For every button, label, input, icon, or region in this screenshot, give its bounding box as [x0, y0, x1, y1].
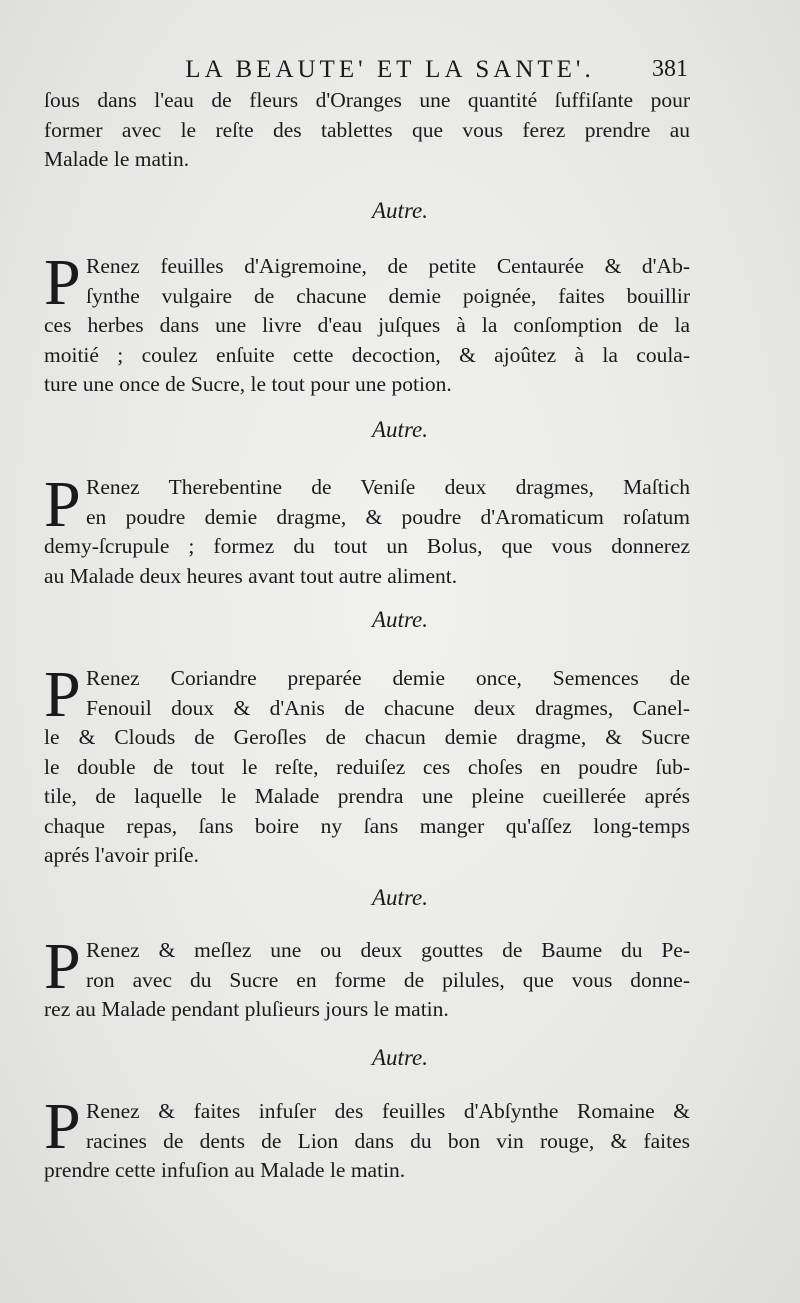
drop-cap: P [44, 930, 81, 1003]
recipe-paragraph [44, 468, 690, 591]
text-line: Renez Coriandre preparée demie once, Semences de [86, 666, 690, 690]
text-line: ture une once de Sucre, le tout pour une potion. [44, 372, 452, 396]
recipe-paragraph [44, 658, 690, 871]
recipe-paragraph [44, 1090, 690, 1186]
text-line: ces herbes dans une livre d'eau juſques à la conſomption de la [44, 313, 690, 337]
text-line: aprés l'avoir priſe. [44, 843, 199, 867]
text-line: prendre cette infuſion au Malade le matin. [44, 1158, 406, 1182]
intro-paragraph [44, 86, 690, 175]
text-line: rez au Malade pendant pluſieurs jours le matin. [44, 997, 449, 1021]
text-line: former avec le reſte des tablettes que vous ferez prendre au [44, 117, 690, 142]
drop-cap: P [44, 658, 81, 731]
text-line: Renez Therebentine de Veniſe deux dragmes, Maſtich [86, 475, 690, 499]
text-line: en poudre demie dragme, & poudre d'Aromaticum roſatum [86, 504, 690, 529]
recipe-paragraph [44, 930, 690, 1025]
drop-cap: P [44, 468, 81, 541]
text-line: ſynthe vulgaire de chacune demie poignée, faites bouillir [86, 283, 690, 308]
recipe-heading: Autre. [372, 198, 428, 223]
recipe-heading: Autre. [372, 1045, 428, 1070]
drop-cap: P [44, 246, 81, 319]
text-line: Renez & meſlez une ou deux gouttes de Baume du Pe- [86, 938, 690, 962]
text-line: le & Clouds de Geroſles de chacun demie dragme, & Sucre [44, 725, 690, 749]
running-title: LA BEAUTE' ET LA SANTE'. [185, 56, 595, 83]
recipe-paragraph [44, 246, 690, 400]
text-line: au Malade deux heures avant tout autre aliment. [44, 563, 458, 588]
text-line: moitié ; coulez enſuite cette decoction, & ajoûtez à la coula- [44, 342, 690, 367]
page-number: 381 [652, 56, 688, 82]
text-line: Malade le matin. [44, 147, 190, 171]
text-line: ron avec du Sucre en forme de pilules, que vous donne- [86, 967, 690, 992]
text-line: Fenouil doux & d'Anis de chacune deux dragmes, Canel- [86, 695, 690, 720]
text-line: tile, de laquelle le Malade prendra une pleine cueillerée aprés [44, 784, 690, 808]
text-line: demy-ſcrupule ; formez du tout un Bolus, que vous donnerez [44, 534, 690, 558]
recipe-heading: Autre. [372, 417, 428, 442]
recipe-heading: Autre. [372, 885, 428, 910]
drop-cap: P [44, 1090, 81, 1163]
text-line: Renez feuilles d'Aigremoine, de petite Centaurée & d'Ab- [86, 254, 690, 278]
text-line: chaque repas, ſans boire ny ſans manger qu'aſſez long-temps [44, 813, 690, 838]
text-line: ſous dans l'eau de fleurs d'Oranges une quantité ſuffiſante pour [44, 88, 690, 112]
text-line: Renez & faites infuſer des feuilles d'Abſynthe Romaine & [86, 1099, 690, 1123]
text-line: le double de tout le reſte, reduiſez ces choſes en poudre ſub- [44, 754, 690, 779]
recipe-heading: Autre. [372, 607, 428, 632]
text-line: racines de dents de Lion dans du bon vin rouge, & faites [86, 1128, 690, 1153]
